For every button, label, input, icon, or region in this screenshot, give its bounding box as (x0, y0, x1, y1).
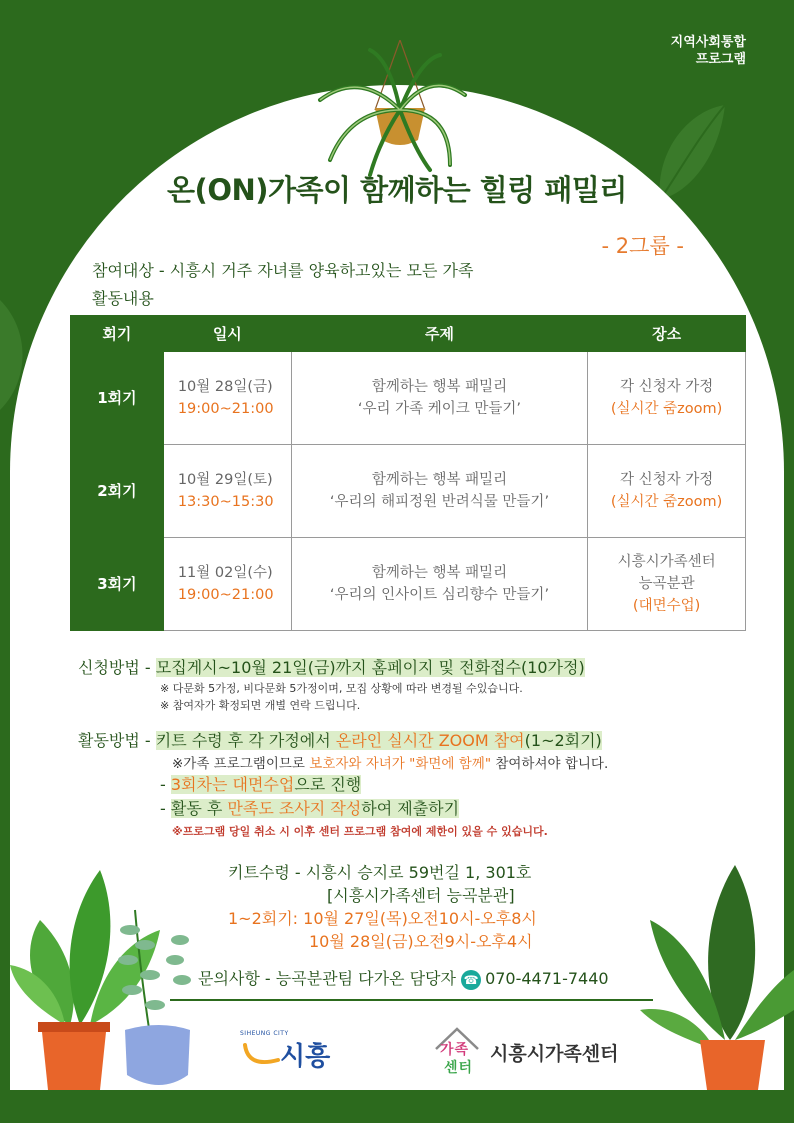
date-cell: 11월 02일(수) 19:00~21:00 (163, 538, 291, 631)
place-cell: 각 신청자 가정 (실시간 줌zoom) (588, 445, 746, 538)
siheung-city-logo: SIHEUNG CITY 시흥 (240, 1030, 331, 1072)
header-round: 회기 (71, 316, 164, 352)
activity-label: 활동내용 (92, 289, 154, 308)
table-row (71, 538, 746, 631)
header-place: 장소 (588, 316, 746, 352)
topic-cell: 함께하는 행복 패밀리 ‘우리의 인사이트 심리향수 만들기’ (291, 538, 587, 631)
method-line-3: - 3회차는 대면수업으로 진행 (160, 775, 362, 794)
method-note: ※프로그램 당일 취소 시 이후 센터 프로그램 참여에 제한이 있을 수 있습니다. (172, 825, 548, 838)
schedule-table (70, 315, 746, 631)
method-line-2: ※가족 프로그램이므로 보호자와 자녀가 "화면에 함께" 참여하셔야 합니다. (172, 756, 609, 772)
phone-number[interactable]: 070-4471-7440 (485, 969, 609, 988)
header-topic: 주제 (291, 316, 587, 352)
round-cell: 2회기 (71, 445, 164, 538)
hanging-plant-icon (300, 40, 480, 180)
date-cell: 10월 28일(금) 19:00~21:00 (163, 352, 291, 445)
family-center-logo: 가족 센터 시흥시가족센터 (432, 1025, 652, 1080)
divider-line (170, 999, 653, 1001)
date-cell: 10월 29일(토) 13:30~15:30 (163, 445, 291, 538)
apply-note-2: ※ 참여자가 확정되면 개별 연락 드립니다. (160, 699, 361, 712)
method-line-1: 활동방법 - 키트 수령 후 각 가정에서 온라인 실시간 ZOOM 참여(1~2회기) (78, 731, 602, 750)
target-line: 참여대상 - 시흥시 거주 자녀를 양육하고있는 모든 가족 (92, 261, 474, 280)
round-cell: 1회기 (71, 352, 164, 445)
kit-line-4: 10월 28일(금)오전9시-오후4시 (309, 932, 533, 951)
round-cell: 3회기 (71, 538, 164, 631)
table-header-row (71, 316, 746, 352)
potted-plant-left-icon (10, 860, 200, 1090)
topic-cell: 함께하는 행복 패밀리 ‘우리의 해피정원 반려식물 만들기’ (291, 445, 587, 538)
program-type-label: 지역사회통합 프로그램 (670, 35, 746, 67)
kit-line-2: [시흥시가족센터 능곡분관] (327, 886, 515, 905)
method-line-4: - 활동 후 만족도 조사지 작성하여 제출하기 (160, 799, 460, 818)
topic-cell: 함께하는 행복 패밀리 ‘우리 가족 케이크 만들기’ (291, 352, 587, 445)
phone-icon: ☎ (461, 970, 481, 990)
table-row (71, 352, 746, 445)
table-row (71, 445, 746, 538)
group-subtitle: - 2그룹 - (601, 234, 684, 258)
apply-line: 신청방법 - 모집게시~10월 21일(금)까지 홈페이지 및 전화접수(10가정) (78, 658, 585, 677)
kit-line-1: 키트수령 - 시흥시 승지로 59번길 1, 301호 (228, 863, 532, 882)
apply-note-1: ※ 다문화 5가정, 비다문화 5가정이며, 모집 상황에 따라 변경될 수있습니다. (160, 682, 523, 695)
header-date: 일시 (163, 316, 291, 352)
kit-line-3: 1~2회기: 10월 27일(목)오전10시-오후8시 (228, 909, 537, 928)
place-cell: 시흥시가족센터 능곡분관 (대면수업) (588, 538, 746, 631)
contact-line: 문의사항 - 능곡분관팀 다가온 담당자 ☎ 070-4471-7440 (198, 969, 609, 988)
page-title: 온(ON)가족이 함께하는 힐링 패밀리 (167, 173, 627, 207)
place-cell: 각 신청자 가정 (실시간 줌zoom) (588, 352, 746, 445)
potted-plant-right-icon (640, 860, 794, 1090)
